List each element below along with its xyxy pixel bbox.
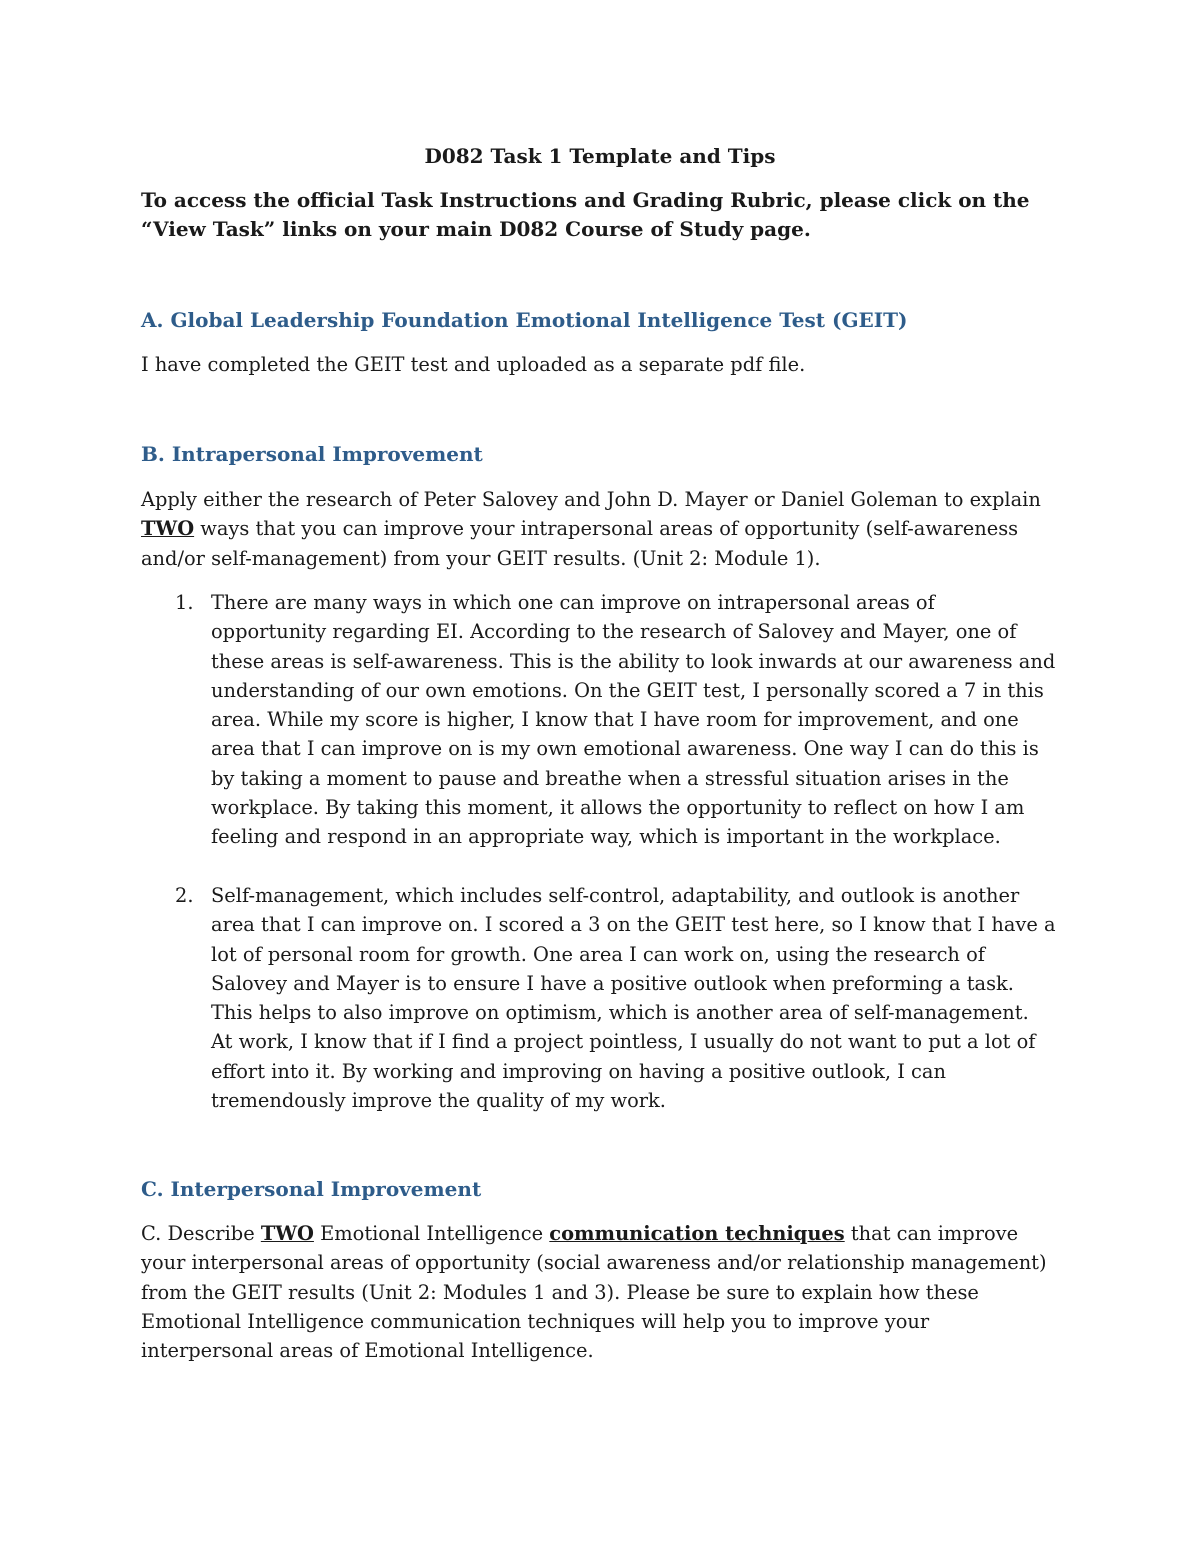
section-a-body: I have completed the GEIT test and uploaded as a separate pdf file. [141, 353, 806, 376]
prompt-text: ways that you can improve your intrapersonal areas of opportunity (self-awareness and/or self-management) from your GEIT results. (Unit 2: Module 1). [141, 517, 1019, 570]
prompt-emphasis: TWO [141, 517, 195, 541]
section-a-heading: A. Global Leadership Foundation Emotional Intelligence Test (GEIT) [141, 308, 908, 332]
prompt-text: Apply either the research of Peter Salovey and John D. Mayer or Daniel Goleman to explain [141, 488, 1041, 511]
list-item-text: There are many ways in which one can improve on intrapersonal areas of opportunity regarding EI. According to the research of Salovey and Mayer, one of these areas is self-awareness. This is the ability to look inwards at our awareness and understanding of our own emotions. On the GEIT test, I personally scored a 7 in this area. While my score is higher, I know that I have room for improvement, and one area that I can improve on is my own emotional awareness. One way I can do this is by taking a moment to pause and breathe when a stressful situation arises in the workplace. By taking this moment, it allows the opportunity to reflect on how I am feeling and respond in an appropriate way, which is important in the workplace. [211, 591, 1056, 849]
section-b-prompt [141, 485, 1061, 573]
prompt-text: that can improve your interpersonal areas of opportunity (social awareness and/or relationship management) from the GEIT results (Unit 2: Modules 1 and 3). Please be sure to explain how these Emotional Intelligence communication techniques will help you to improve your interpersonal areas of Emotional Intelligence. [141, 1222, 1047, 1363]
prompt-text: C. Describe [141, 1222, 261, 1245]
list-number: 2. [175, 884, 194, 907]
list-number: 1. [175, 591, 194, 614]
list-item-text: Self-management, which includes self-control, adaptability, and outlook is another area that I can improve on. I scored a 3 on the GEIT test here, so I know that I have a lot of personal room for growth. One area I can work on, using the research of Salovey and Mayer is to ensure I have a positive outlook when preforming a task. This helps to also improve on optimism, which is another area of self-management. At work, I know that if I find a project pointless, I usually do not want to put a lot of effort into it. By working and improving on having a positive outlook, I can tremendously improve the quality of my work. [211, 884, 1056, 1113]
prompt-emphasis: communication techniques [549, 1222, 845, 1245]
document-title: D082 Task 1 Template and Tips [424, 144, 776, 168]
section-c-heading: C. Interpersonal Improvement [141, 1177, 482, 1201]
prompt-emphasis: TWO [260, 1222, 314, 1245]
prompt-text: Emotional Intelligence [313, 1222, 550, 1245]
section-b-heading: B. Intrapersonal Improvement [141, 442, 483, 466]
intro-instructions: To access the official Task Instructions and Grading Rubric, please click on the “View Task” links on your main D082 Course of Study page. [141, 188, 1030, 241]
section-c-prompt [141, 1219, 1061, 1365]
